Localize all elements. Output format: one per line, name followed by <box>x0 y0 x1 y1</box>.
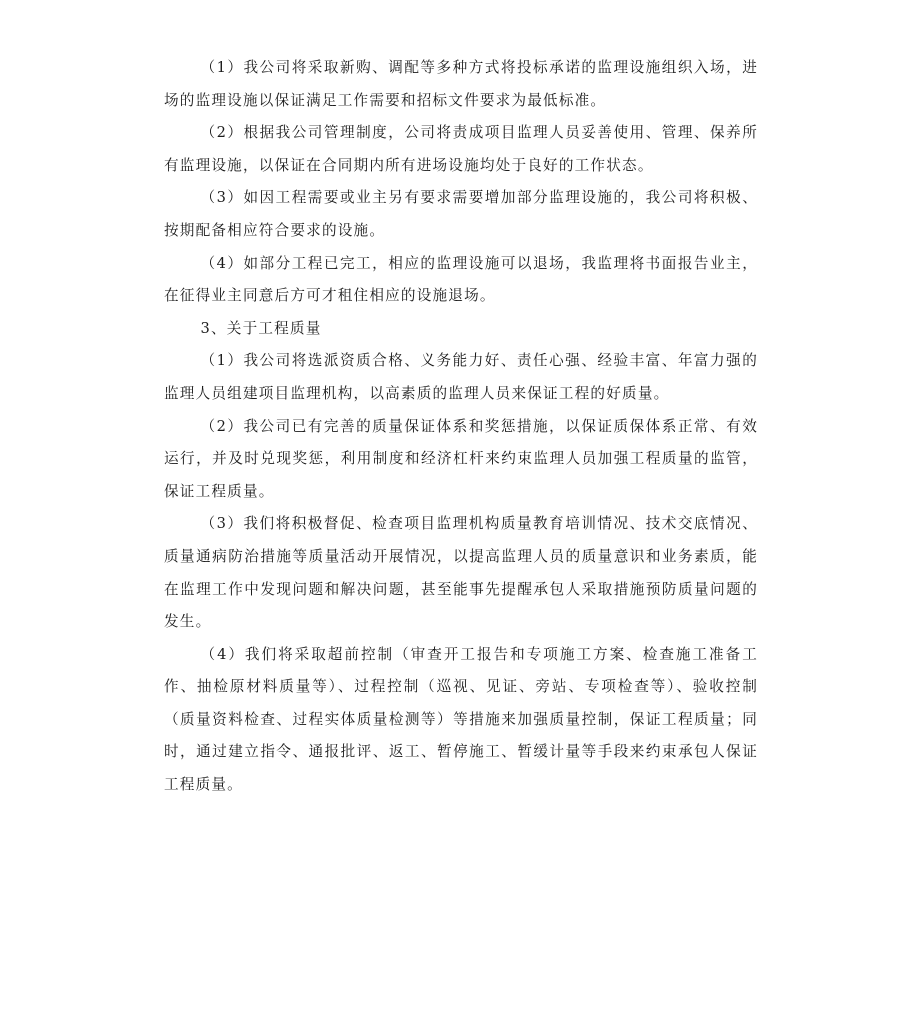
paragraph-quality-4: （4）我们将采取超前控制（审查开工报告和专项施工方案、检查施工准备工作、抽检原材料质量等）、过程控制（巡视、见证、旁站、专项检查等）、验收控制（质量资料检查、过程实体质量检测等）等措施来加强质量控制，保证工程质量；同时，通过建立指令、通报批评、返工、暂停施工、暂缓计量等手段来约束承包人保证工程质量。 <box>164 645 758 794</box>
paragraph-quality-1: （1）我公司将选派资质合格、义务能力好、责任心强、经验丰富、年富力强的监理人员组建项目监理机构，以高素质的监理人员来保证工程的好质量。 <box>164 352 758 402</box>
section-heading-quality: 3、关于工程质量 <box>200 319 322 337</box>
paragraph-quality-3: （3）我们将积极督促、检查项目监理机构质量教育培训情况、技术交底情况、质量通病防治措施等质量活动开展情况，以提高监理人员的质量意识和业务素质，能在监理工作中发现问题和解决问题，甚至能事先提醒承包人采取措施预防质量问题的发生。 <box>164 515 758 631</box>
paragraph-quality-2: （2）我公司已有完善的质量保证体系和奖惩措施，以保证质保体系正常、有效运行，并及时兑现奖惩，利用制度和经济杠杆来约束监理人员加强工程质量的监管，保证工程质量。 <box>164 417 758 500</box>
paragraph-facilities-4: （4）如部分工程已完工，相应的监理设施可以退场，我监理将书面报告业主，在征得业主同意后方可才租住相应的设施退场。 <box>164 254 758 305</box>
paragraph-facilities-1: （1）我公司将采取新购、调配等多种方式将投标承诺的监理设施组织入场，进场的监理设施以保证满足工作需要和招标文件要求为最低标准。 <box>164 59 758 109</box>
paragraph-facilities-3: （3）如因工程需要或业主另有要求需要增加部分监理设施的，我公司将积极、按期配备相应符合要求的设施。 <box>164 189 758 239</box>
document-body <box>164 52 758 802</box>
paragraph-facilities-2: （2）根据我公司管理制度，公司将责成项目监理人员妥善使用、管理、保养所有监理设施，以保证在合同期内所有进场设施均处于良好的工作状态。 <box>164 124 758 174</box>
